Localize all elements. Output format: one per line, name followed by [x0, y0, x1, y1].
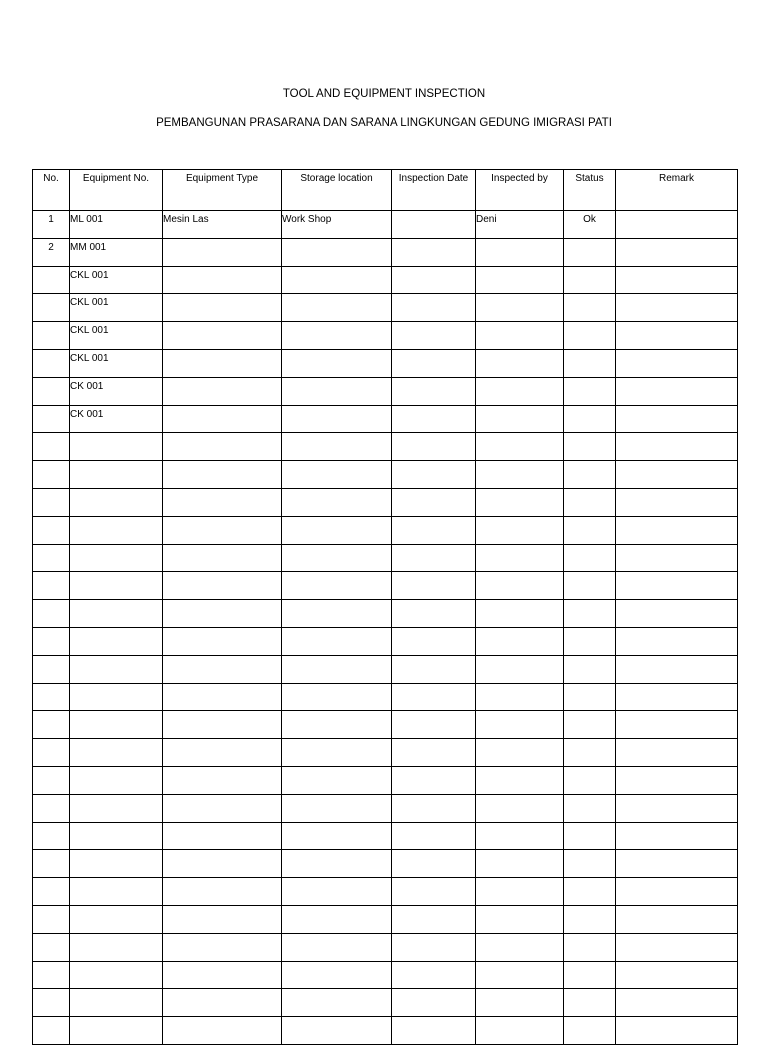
cell-remark	[616, 766, 738, 794]
cell-remark	[616, 516, 738, 544]
cell-equipment-no	[70, 600, 163, 628]
cell-equipment-no	[70, 905, 163, 933]
cell-storage-location	[282, 322, 392, 350]
cell-inspection-date	[392, 961, 476, 989]
cell-status	[564, 822, 616, 850]
cell-equipment-no	[70, 961, 163, 989]
cell-storage-location	[282, 600, 392, 628]
cell-equipment-type	[163, 655, 282, 683]
cell-inspection-date	[392, 377, 476, 405]
header-status: Status	[564, 170, 616, 211]
cell-inspected-by	[476, 905, 564, 933]
cell-inspection-date	[392, 544, 476, 572]
cell-status	[564, 655, 616, 683]
cell-inspected-by	[476, 488, 564, 516]
cell-inspection-date	[392, 627, 476, 655]
cell-equipment-no: CK 001	[70, 377, 163, 405]
cell-equipment-type	[163, 461, 282, 489]
cell-storage-location	[282, 933, 392, 961]
cell-inspection-date	[392, 933, 476, 961]
cell-no	[33, 989, 70, 1017]
cell-remark	[616, 211, 738, 239]
header-inspection-date: Inspection Date	[392, 170, 476, 211]
cell-status	[564, 294, 616, 322]
cell-inspected-by	[476, 961, 564, 989]
header-equipment-no: Equipment No.	[70, 170, 163, 211]
table-row	[33, 905, 738, 933]
header-remark: Remark	[616, 170, 738, 211]
cell-storage-location	[282, 1017, 392, 1045]
cell-storage-location	[282, 794, 392, 822]
cell-equipment-no: CKL 001	[70, 349, 163, 377]
cell-no	[33, 349, 70, 377]
cell-no: 1	[33, 211, 70, 239]
cell-status	[564, 627, 616, 655]
cell-status	[564, 266, 616, 294]
cell-storage-location	[282, 850, 392, 878]
cell-storage-location	[282, 655, 392, 683]
cell-equipment-type	[163, 739, 282, 767]
cell-no: 2	[33, 238, 70, 266]
cell-inspected-by	[476, 544, 564, 572]
cell-equipment-no	[70, 794, 163, 822]
cell-remark	[616, 572, 738, 600]
cell-status	[564, 766, 616, 794]
cell-no	[33, 405, 70, 433]
cell-no	[33, 544, 70, 572]
cell-status	[564, 377, 616, 405]
cell-storage-location	[282, 683, 392, 711]
cell-status	[564, 322, 616, 350]
cell-equipment-no	[70, 516, 163, 544]
cell-inspected-by	[476, 850, 564, 878]
table-row	[33, 1017, 738, 1045]
cell-equipment-type	[163, 349, 282, 377]
table-row	[33, 322, 738, 350]
cell-equipment-no: CK 001	[70, 405, 163, 433]
cell-remark	[616, 349, 738, 377]
cell-equipment-no	[70, 627, 163, 655]
cell-equipment-type	[163, 683, 282, 711]
cell-inspected-by	[476, 349, 564, 377]
cell-status	[564, 739, 616, 767]
cell-inspected-by	[476, 822, 564, 850]
cell-equipment-type	[163, 544, 282, 572]
cell-remark	[616, 433, 738, 461]
cell-inspected-by	[476, 600, 564, 628]
cell-inspected-by	[476, 266, 564, 294]
table-row	[33, 516, 738, 544]
cell-equipment-type	[163, 961, 282, 989]
cell-storage-location	[282, 572, 392, 600]
cell-no	[33, 572, 70, 600]
cell-inspection-date	[392, 488, 476, 516]
cell-remark	[616, 488, 738, 516]
cell-equipment-no	[70, 655, 163, 683]
cell-no	[33, 433, 70, 461]
cell-equipment-type	[163, 933, 282, 961]
cell-inspected-by	[476, 711, 564, 739]
cell-inspected-by	[476, 322, 564, 350]
cell-inspected-by	[476, 878, 564, 906]
cell-equipment-no: CKL 001	[70, 266, 163, 294]
cell-status	[564, 349, 616, 377]
cell-equipment-no	[70, 433, 163, 461]
cell-remark	[616, 322, 738, 350]
cell-no	[33, 461, 70, 489]
cell-inspection-date	[392, 683, 476, 711]
cell-equipment-no	[70, 739, 163, 767]
cell-no	[33, 766, 70, 794]
cell-remark	[616, 405, 738, 433]
cell-equipment-no	[70, 766, 163, 794]
table-row	[33, 822, 738, 850]
cell-remark	[616, 878, 738, 906]
cell-inspected-by	[476, 766, 564, 794]
table-row	[33, 711, 738, 739]
cell-inspection-date	[392, 850, 476, 878]
cell-remark	[616, 905, 738, 933]
table-row	[33, 461, 738, 489]
cell-equipment-type	[163, 516, 282, 544]
cell-storage-location: Work Shop	[282, 211, 392, 239]
cell-remark	[616, 961, 738, 989]
cell-status	[564, 461, 616, 489]
cell-storage-location	[282, 349, 392, 377]
cell-inspected-by	[476, 433, 564, 461]
document-title: TOOL AND EQUIPMENT INSPECTION	[282, 88, 486, 100]
cell-remark	[616, 683, 738, 711]
inspection-table	[32, 169, 738, 1045]
cell-status	[564, 905, 616, 933]
table-header-row	[33, 170, 738, 211]
table-row	[33, 794, 738, 822]
cell-inspection-date	[392, 766, 476, 794]
cell-storage-location	[282, 878, 392, 906]
table-row	[33, 683, 738, 711]
cell-inspected-by	[476, 238, 564, 266]
cell-inspected-by	[476, 739, 564, 767]
cell-remark	[616, 822, 738, 850]
cell-no	[33, 905, 70, 933]
cell-equipment-type	[163, 794, 282, 822]
cell-equipment-no	[70, 711, 163, 739]
cell-status	[564, 405, 616, 433]
cell-equipment-no	[70, 544, 163, 572]
cell-storage-location	[282, 266, 392, 294]
cell-equipment-type	[163, 377, 282, 405]
cell-equipment-no	[70, 1017, 163, 1045]
cell-storage-location	[282, 711, 392, 739]
cell-inspected-by	[476, 933, 564, 961]
cell-storage-location	[282, 766, 392, 794]
cell-remark	[616, 1017, 738, 1045]
cell-inspection-date	[392, 266, 476, 294]
cell-equipment-type	[163, 600, 282, 628]
cell-equipment-no	[70, 822, 163, 850]
table-row	[33, 238, 738, 266]
table-row	[33, 572, 738, 600]
cell-inspected-by	[476, 655, 564, 683]
cell-storage-location	[282, 238, 392, 266]
cell-equipment-type	[163, 322, 282, 350]
cell-inspected-by	[476, 405, 564, 433]
cell-inspected-by	[476, 683, 564, 711]
cell-remark	[616, 655, 738, 683]
cell-no	[33, 1017, 70, 1045]
cell-status	[564, 683, 616, 711]
cell-equipment-no: CKL 001	[70, 322, 163, 350]
cell-inspection-date	[392, 516, 476, 544]
cell-equipment-no	[70, 683, 163, 711]
cell-inspection-date	[392, 461, 476, 489]
cell-status	[564, 850, 616, 878]
cell-inspected-by: Deni	[476, 211, 564, 239]
cell-equipment-no	[70, 850, 163, 878]
cell-equipment-type	[163, 433, 282, 461]
cell-equipment-no: MM 001	[70, 238, 163, 266]
cell-no	[33, 266, 70, 294]
cell-inspection-date	[392, 238, 476, 266]
cell-equipment-type	[163, 878, 282, 906]
table-row	[33, 766, 738, 794]
cell-remark	[616, 627, 738, 655]
cell-equipment-type	[163, 294, 282, 322]
header-equipment-type: Equipment Type	[163, 170, 282, 211]
table-row	[33, 433, 738, 461]
cell-equipment-type	[163, 905, 282, 933]
cell-storage-location	[282, 739, 392, 767]
cell-inspection-date	[392, 905, 476, 933]
cell-equipment-type: Mesin Las	[163, 211, 282, 239]
table-row	[33, 600, 738, 628]
document-subtitle: PEMBANGUNAN PRASARANA DAN SARANA LINGKUNGAN GEDUNG IMIGRASI PATI	[156, 117, 612, 129]
cell-remark	[616, 294, 738, 322]
cell-inspected-by	[476, 794, 564, 822]
cell-no	[33, 794, 70, 822]
cell-storage-location	[282, 461, 392, 489]
cell-equipment-type	[163, 1017, 282, 1045]
cell-inspection-date	[392, 349, 476, 377]
table-row	[33, 627, 738, 655]
table-row	[33, 544, 738, 572]
cell-inspection-date	[392, 989, 476, 1017]
cell-remark	[616, 238, 738, 266]
cell-no	[33, 377, 70, 405]
cell-remark	[616, 377, 738, 405]
table-row	[33, 294, 738, 322]
cell-equipment-type	[163, 627, 282, 655]
cell-storage-location	[282, 544, 392, 572]
table-row	[33, 266, 738, 294]
cell-status	[564, 544, 616, 572]
cell-status	[564, 488, 616, 516]
cell-no	[33, 294, 70, 322]
cell-storage-location	[282, 377, 392, 405]
cell-status	[564, 794, 616, 822]
cell-storage-location	[282, 905, 392, 933]
cell-no	[33, 850, 70, 878]
cell-equipment-no	[70, 989, 163, 1017]
cell-inspection-date	[392, 600, 476, 628]
cell-status	[564, 1017, 616, 1045]
table-row	[33, 405, 738, 433]
table-row	[33, 211, 738, 239]
cell-inspected-by	[476, 377, 564, 405]
cell-remark	[616, 711, 738, 739]
table-row	[33, 655, 738, 683]
table-row	[33, 989, 738, 1017]
cell-equipment-type	[163, 850, 282, 878]
cell-remark	[616, 933, 738, 961]
cell-inspection-date	[392, 794, 476, 822]
cell-inspection-date	[392, 655, 476, 683]
table-row	[33, 488, 738, 516]
cell-equipment-no	[70, 461, 163, 489]
cell-no	[33, 322, 70, 350]
table-row	[33, 961, 738, 989]
cell-no	[33, 739, 70, 767]
cell-storage-location	[282, 627, 392, 655]
cell-storage-location	[282, 961, 392, 989]
cell-inspected-by	[476, 461, 564, 489]
cell-storage-location	[282, 516, 392, 544]
cell-inspection-date	[392, 739, 476, 767]
cell-inspection-date	[392, 878, 476, 906]
cell-inspected-by	[476, 1017, 564, 1045]
cell-storage-location	[282, 822, 392, 850]
cell-no	[33, 878, 70, 906]
cell-no	[33, 961, 70, 989]
cell-remark	[616, 989, 738, 1017]
cell-inspected-by	[476, 572, 564, 600]
cell-inspection-date	[392, 211, 476, 239]
cell-inspection-date	[392, 294, 476, 322]
cell-remark	[616, 600, 738, 628]
cell-inspection-date	[392, 322, 476, 350]
header-inspected-by: Inspected by	[476, 170, 564, 211]
cell-equipment-no	[70, 878, 163, 906]
cell-no	[33, 516, 70, 544]
cell-equipment-type	[163, 405, 282, 433]
cell-inspection-date	[392, 405, 476, 433]
cell-equipment-type	[163, 238, 282, 266]
cell-no	[33, 711, 70, 739]
cell-inspection-date	[392, 572, 476, 600]
header-no: No.	[33, 170, 70, 211]
cell-inspected-by	[476, 516, 564, 544]
table-row	[33, 933, 738, 961]
cell-status	[564, 933, 616, 961]
cell-status	[564, 711, 616, 739]
cell-no	[33, 822, 70, 850]
cell-status	[564, 238, 616, 266]
cell-status	[564, 516, 616, 544]
cell-equipment-type	[163, 766, 282, 794]
cell-equipment-no	[70, 933, 163, 961]
table-row	[33, 377, 738, 405]
table-body	[33, 211, 738, 1045]
cell-status: Ok	[564, 211, 616, 239]
cell-equipment-type	[163, 488, 282, 516]
cell-remark	[616, 544, 738, 572]
cell-equipment-type	[163, 989, 282, 1017]
cell-inspection-date	[392, 822, 476, 850]
cell-inspected-by	[476, 294, 564, 322]
cell-inspection-date	[392, 1017, 476, 1045]
cell-remark	[616, 461, 738, 489]
cell-status	[564, 433, 616, 461]
cell-equipment-type	[163, 572, 282, 600]
cell-equipment-no: CKL 001	[70, 294, 163, 322]
cell-inspection-date	[392, 711, 476, 739]
cell-status	[564, 600, 616, 628]
cell-equipment-type	[163, 266, 282, 294]
cell-storage-location	[282, 405, 392, 433]
cell-status	[564, 989, 616, 1017]
cell-no	[33, 655, 70, 683]
cell-storage-location	[282, 488, 392, 516]
cell-no	[33, 488, 70, 516]
cell-inspected-by	[476, 989, 564, 1017]
cell-inspection-date	[392, 433, 476, 461]
cell-no	[33, 600, 70, 628]
cell-equipment-no	[70, 572, 163, 600]
cell-no	[33, 933, 70, 961]
cell-equipment-no	[70, 488, 163, 516]
cell-storage-location	[282, 433, 392, 461]
cell-no	[33, 627, 70, 655]
cell-remark	[616, 794, 738, 822]
cell-remark	[616, 266, 738, 294]
cell-equipment-type	[163, 822, 282, 850]
cell-remark	[616, 739, 738, 767]
cell-storage-location	[282, 989, 392, 1017]
cell-equipment-no: ML 001	[70, 211, 163, 239]
table-row	[33, 850, 738, 878]
cell-inspected-by	[476, 627, 564, 655]
table-row	[33, 878, 738, 906]
cell-remark	[616, 850, 738, 878]
table-row	[33, 349, 738, 377]
cell-status	[564, 572, 616, 600]
header-storage-location: Storage location	[282, 170, 392, 211]
cell-storage-location	[282, 294, 392, 322]
cell-status	[564, 961, 616, 989]
table-row	[33, 739, 738, 767]
cell-no	[33, 683, 70, 711]
cell-equipment-type	[163, 711, 282, 739]
cell-status	[564, 878, 616, 906]
